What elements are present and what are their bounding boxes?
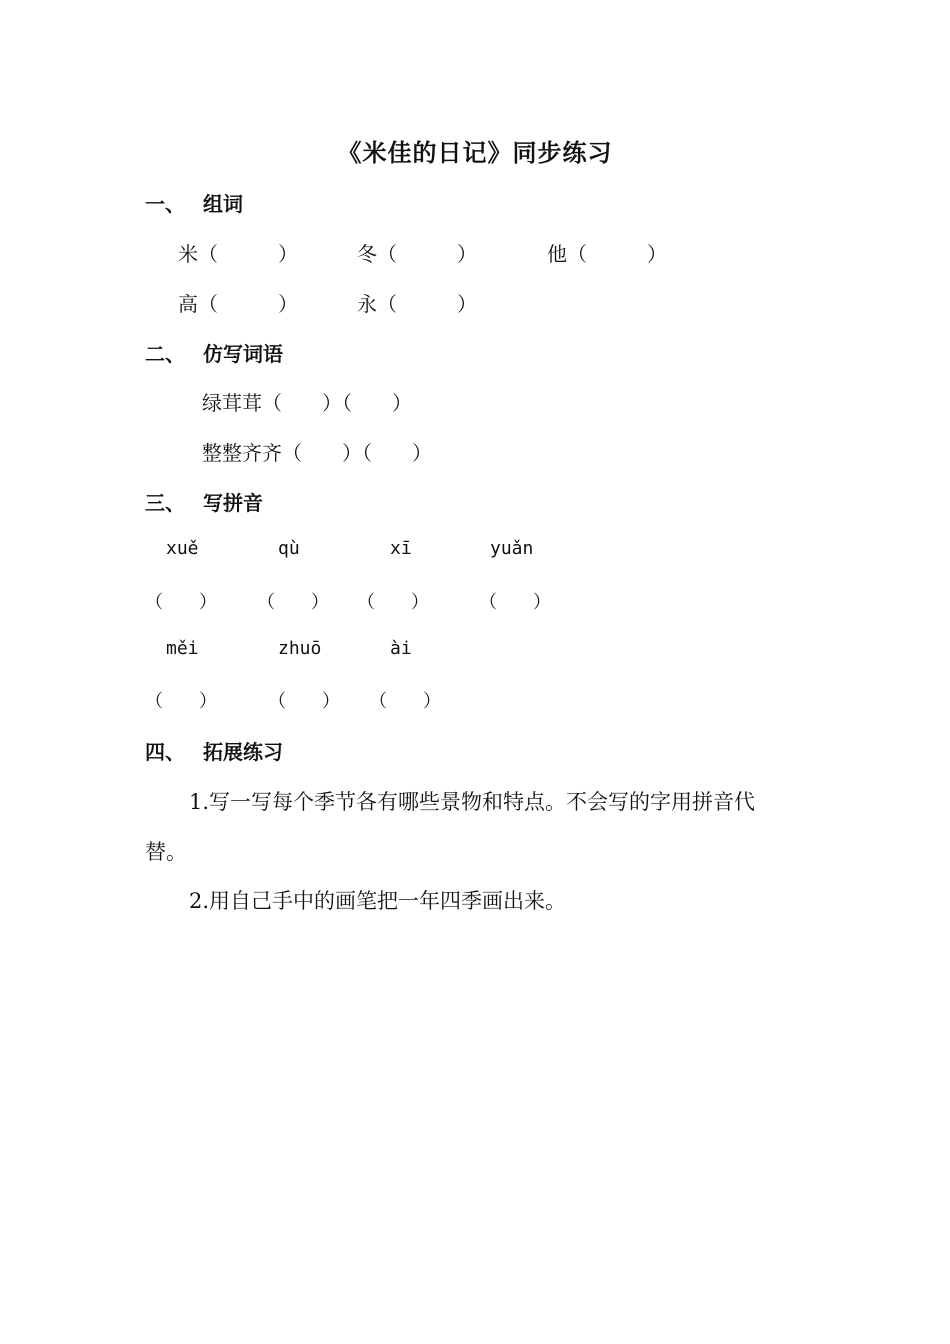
pinyin-mei: měi [166, 638, 199, 659]
pinyin-ai: ài [390, 638, 412, 659]
tuozhan-item-1-line-1: 1.写一写每个季节各有哪些景物和特点。不会写的字用拼音代 [189, 790, 756, 814]
fangxie-item-2: 整整齐齐（ ）（ ） [202, 441, 432, 465]
zuci-item-gao: 高（ ） [178, 292, 298, 316]
section-number: 一、 [145, 192, 185, 216]
fangxie-item-1: 绿茸茸（ ）（ ） [202, 391, 412, 415]
pinyin-xue: xuě [166, 538, 199, 559]
section-heading-4 [145, 736, 283, 765]
blank-box: （ ） [257, 592, 329, 613]
section-title: 仿写词语 [203, 342, 283, 366]
blank-box: （ ） [479, 592, 551, 613]
section-title: 写拼音 [203, 491, 263, 515]
blank-box: （ ） [369, 691, 441, 712]
zuci-item-dong: 冬（ ） [357, 242, 477, 266]
page-title: 《米佳的日记》同步练习 [337, 139, 613, 167]
section-heading-3 [145, 487, 263, 516]
section-number: 二、 [145, 342, 185, 366]
blank-box: （ ） [145, 592, 217, 613]
section-heading-1 [145, 188, 243, 217]
section-title: 拓展练习 [203, 740, 283, 764]
section-number: 四、 [145, 740, 185, 764]
section-number: 三、 [145, 491, 185, 515]
zuci-item-ta: 他（ ） [547, 242, 667, 266]
pinyin-yuan: yuǎn [490, 538, 534, 559]
section-heading-2 [145, 338, 283, 367]
blank-box: （ ） [268, 691, 340, 712]
section-title: 组词 [203, 192, 243, 216]
pinyin-zhuo: zhuō [278, 638, 322, 659]
pinyin-xi: xī [390, 538, 412, 559]
zuci-item-yong: 永（ ） [357, 292, 477, 316]
blank-box: （ ） [357, 592, 429, 613]
blank-box: （ ） [145, 691, 217, 712]
tuozhan-item-1-line-2: 替。 [145, 840, 187, 864]
zuci-item-mi: 米（ ） [178, 242, 298, 266]
pinyin-qu: qù [278, 538, 300, 559]
tuozhan-item-2: 2.用自己手中的画笔把一年四季画出来。 [189, 889, 567, 913]
